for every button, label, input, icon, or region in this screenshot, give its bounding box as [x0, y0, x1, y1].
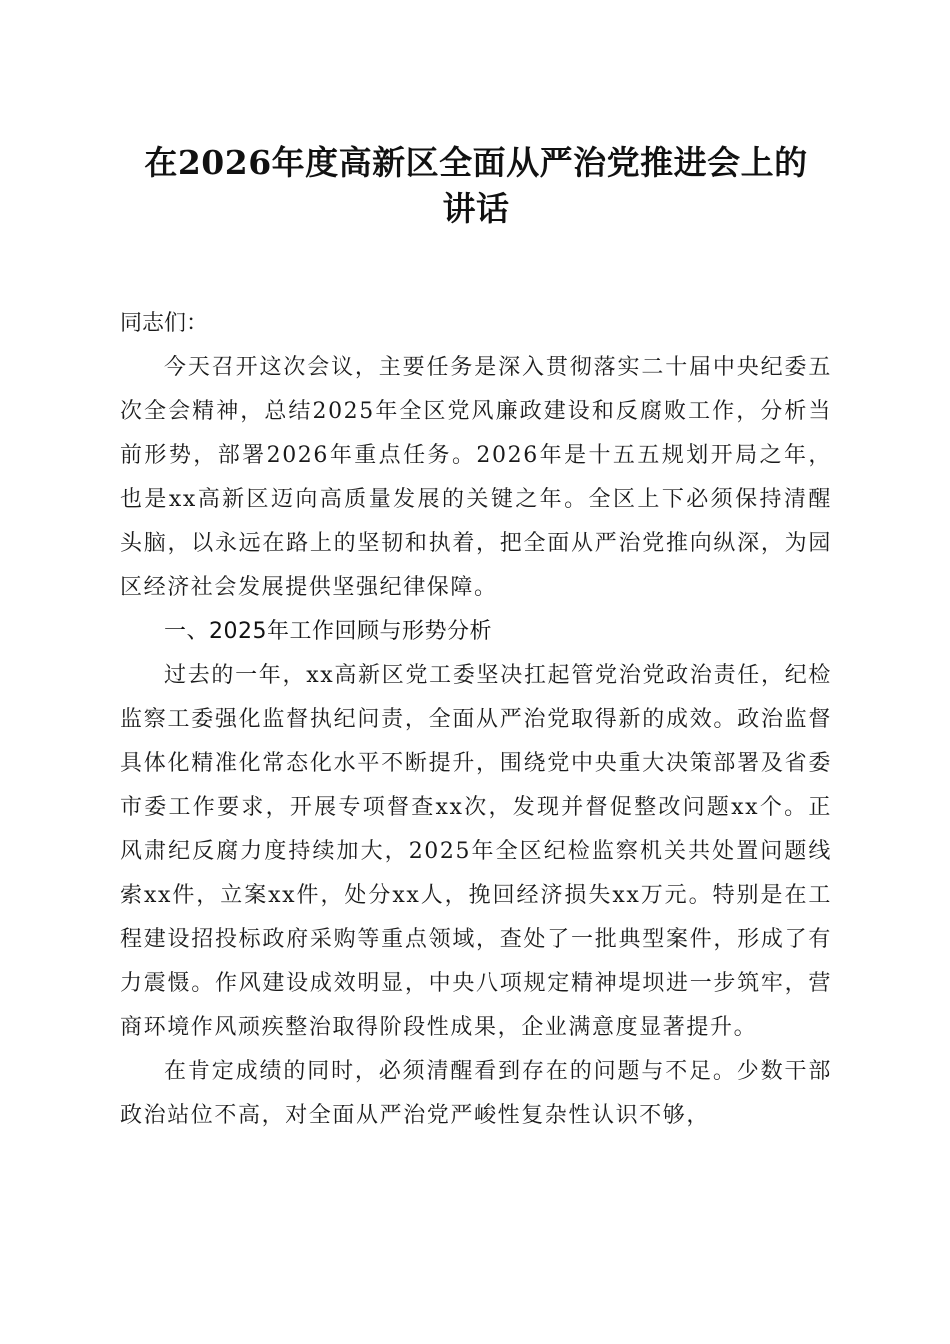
title-line-2: 讲话 — [442, 189, 510, 228]
paragraph-review: 过去的一年，xx高新区党工委坚决扛起管党治党政治责任，纪检监察工委强化监督执纪问责，全面从严治党取得新的成效。政治监督具体化精准化常态化水平不断提升，围绕党中央重大决策部署及省委市委工作要求，开展专项督查xx次，发现并督促整改问题xx个。正风肃纪反腐力度持续加大，2025年全区纪检监察机关共处置问题线索xx件，立案xx件，处分xx人，挽回经济损失xx万元。特别是在工程建设招投标政府采购等重点领域，查处了一批典型案件，形成了有力震慑。作风建设成效明显，中央八项规定精神堤坝进一步筑牢，营商环境作风顽疾整治取得阶段性成果，企业满意度显著提升。 — [120, 663, 832, 1040]
section-heading-1: 一、2025年工作回顾与形势分析 — [164, 619, 492, 644]
paragraph-problems: 在肯定成绩的同时，必须清醒看到存在的问题与不足。少数干部政治站位不高，对全面从严治党严峻性复杂性认识不够， — [120, 1059, 832, 1128]
title-line-1: 在2026年度高新区全面从严治党推进会上的 — [144, 143, 808, 182]
document-title — [120, 140, 832, 232]
salutation: 同志们： — [120, 311, 209, 336]
paragraph-intro: 今天召开这次会议，主要任务是深入贯彻落实二十届中央纪委五次全会精神，总结2025年全区党风廉政建设和反腐败工作，分析当前形势，部署2026年重点任务。2026年是十五五规划开局之年，也是xx高新区迈向高质量发展的关键之年。全区上下必须保持清醒头脑，以永远在路上的坚韧和执着，把全面从严治党推向纵深，为园区经济社会发展提供坚强纪律保障。 — [120, 355, 832, 600]
